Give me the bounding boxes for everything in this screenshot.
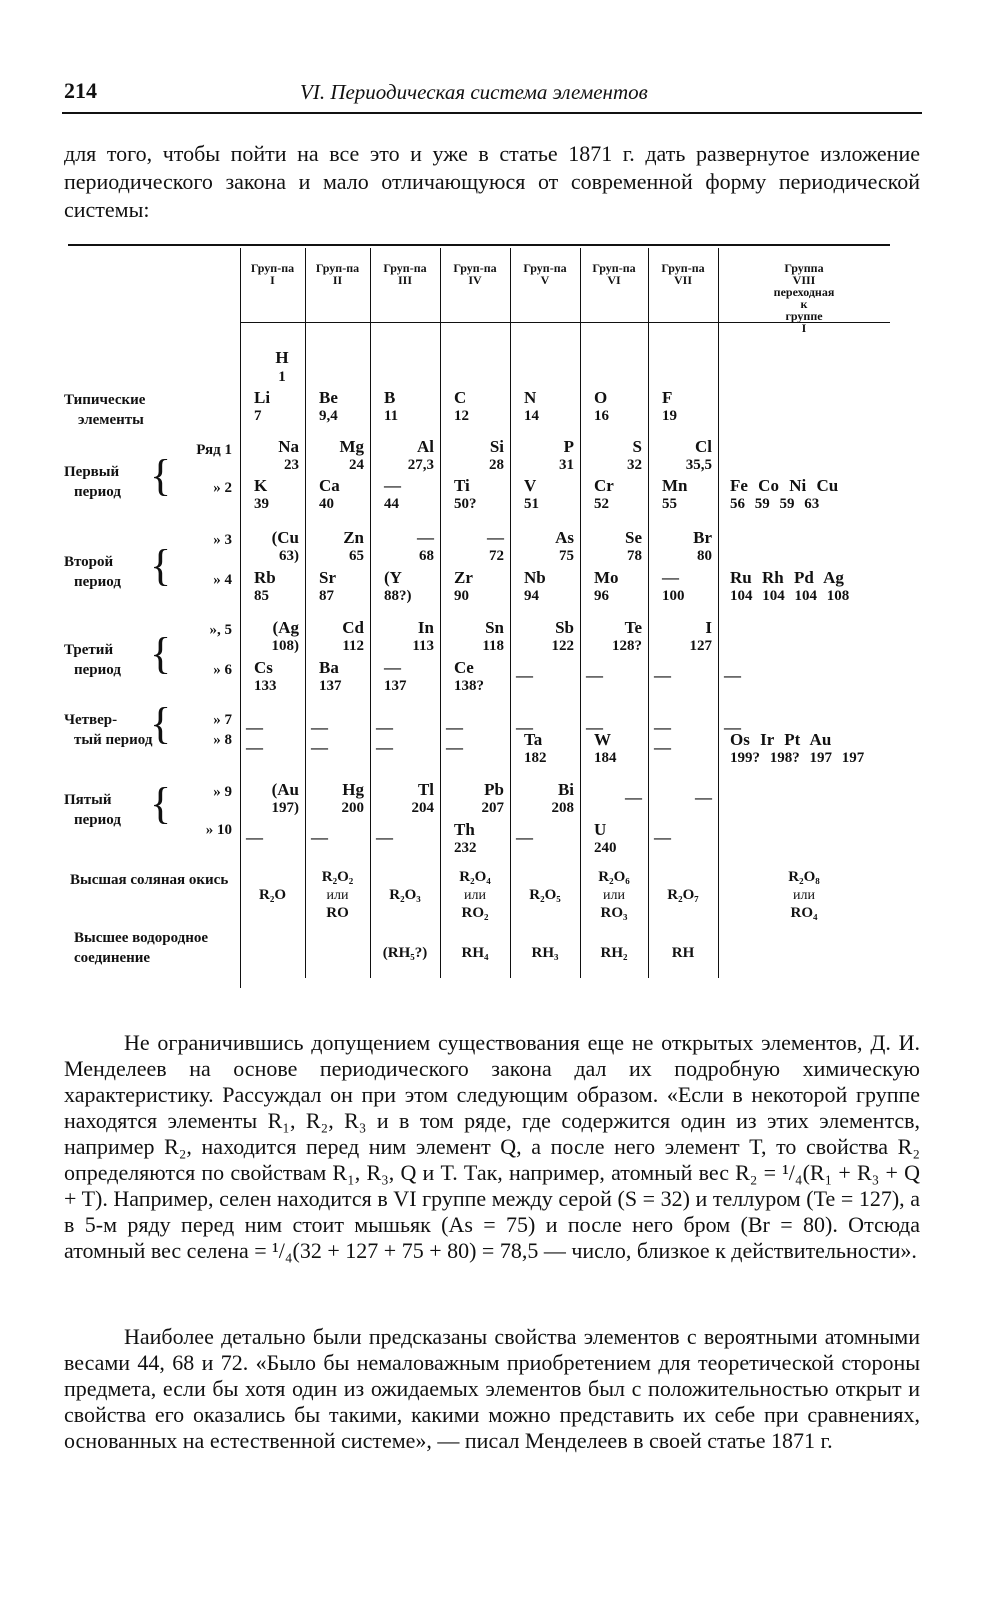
element-symbol: Sb <box>555 618 574 637</box>
element-weight: 127 <box>689 638 712 654</box>
row-label-2: » 2 <box>213 480 232 496</box>
dash-cell: — <box>376 718 393 737</box>
group8-weights: 199? 198? 197 197 <box>730 750 865 766</box>
typical-element: B <box>384 388 396 407</box>
period-label-3: Третий <box>64 642 114 658</box>
element-symbol: Cs <box>254 658 273 677</box>
group8-elements: Fe Co Ni Cu <box>730 476 839 495</box>
element-hydrogen-weight: 1 <box>278 369 286 385</box>
typical-element-weight: 19 <box>662 408 677 424</box>
element-symbol: Mn <box>662 476 688 495</box>
typical-element: O <box>594 388 608 407</box>
element-symbol: Cl <box>695 437 712 456</box>
oxide-formula: R₂O₇ <box>667 887 699 903</box>
oxide-formula: R₂O₂ <box>321 869 354 885</box>
element-weight: 100 <box>662 588 685 604</box>
element-symbol: Mg <box>339 437 364 456</box>
period-label-2-b: период <box>74 574 121 590</box>
dash-cell: — <box>586 718 603 737</box>
element-weight: 28 <box>489 457 504 473</box>
element-symbol: Rb <box>254 568 276 587</box>
element-weight: 184 <box>594 750 617 766</box>
oxide-formula-alt: RO₄ <box>790 905 818 921</box>
period-label-2: Второй <box>64 554 114 570</box>
typical-element: C <box>454 388 467 407</box>
group-header-2: Груп-па II <box>315 261 360 287</box>
row-label-8: » 8 <box>213 732 232 748</box>
element-symbol: Al <box>417 437 434 456</box>
element-weight: 24 <box>349 457 364 473</box>
column-rule <box>510 248 511 978</box>
oxide-formula: R₂O₆ <box>598 869 630 885</box>
group-header-3: Груп-па III <box>383 261 427 287</box>
dash-cell: — <box>311 718 328 737</box>
column-rule <box>240 248 241 988</box>
element-weight: 51 <box>524 496 539 512</box>
group-header-5: Груп-па V <box>523 261 567 287</box>
element-symbol: Se <box>625 528 642 547</box>
element-weight: 72 <box>489 548 504 564</box>
element-symbol: In <box>417 618 434 637</box>
dash-cell: — <box>654 718 671 737</box>
row-label-7: » 7 <box>213 712 232 728</box>
hydride-formula: RH₃ <box>531 945 559 961</box>
period-label-1: Первый <box>64 464 120 480</box>
period-label-5-b: период <box>74 812 121 828</box>
element-weight: 80 <box>697 548 712 564</box>
element-symbol: As <box>555 528 574 547</box>
element-weight: 232 <box>454 840 477 856</box>
typical-element: N <box>524 388 537 407</box>
element-weight: 133 <box>254 678 277 694</box>
element-symbol: U <box>594 820 607 839</box>
typical-element: Be <box>319 388 338 407</box>
element-weight: 23 <box>284 457 299 473</box>
element-symbol: — <box>417 528 434 547</box>
element-symbol: Si <box>489 437 504 456</box>
element-symbol: Ca <box>319 476 340 495</box>
element-weight: 207 <box>481 800 504 816</box>
page-number: 214 <box>64 78 97 103</box>
hydride-formula: RH <box>671 945 695 961</box>
group8-weights: 56 59 59 63 <box>730 496 820 512</box>
element-symbol: P <box>563 437 574 456</box>
typical-element-weight: 14 <box>524 408 539 424</box>
group8-weights: 104 104 104 108 <box>730 588 850 604</box>
element-symbol: Sr <box>319 568 336 587</box>
row-label-6: » 6 <box>213 662 232 678</box>
oxide-formula: R₂O₄ <box>459 869 491 885</box>
element-symbol: — <box>384 658 401 677</box>
element-weight: 39 <box>254 496 269 512</box>
element-weight: 204 <box>411 800 434 816</box>
element-weight: 112 <box>342 638 364 654</box>
element-symbol: Ce <box>454 658 474 677</box>
element-weight: 240 <box>594 840 617 856</box>
oxide-formula-alt: RO <box>326 905 349 921</box>
typical-element-weight: 7 <box>254 408 262 424</box>
hydride-formula: RH₄ <box>461 945 489 961</box>
dash-cell: — <box>246 828 263 847</box>
element-symbol: Cr <box>594 476 614 495</box>
dash-cell: — <box>376 738 393 757</box>
element-symbol: Zn <box>343 528 364 547</box>
dash-cell: — <box>246 718 263 737</box>
typical-element-weight: 12 <box>454 408 469 424</box>
dash-cell: — <box>516 718 533 737</box>
element-symbol: Bi <box>557 780 574 799</box>
group-header-4: Груп-па IV <box>453 261 497 287</box>
oxide-label: Высшая соляная окись <box>70 872 229 888</box>
oxide-formula: R₂O₈ <box>788 869 820 885</box>
element-symbol: Ta <box>524 730 543 749</box>
oxide-formula: R₂O <box>259 887 286 903</box>
element-weight: 200 <box>341 800 364 816</box>
intro-paragraph: для того, чтобы пойти на все это и уже в статье 1871 г. дать развернутое изложение периодического закона и мало отличающуюся от современной форму периодической системы: <box>64 141 920 222</box>
element-weight: 88?) <box>384 588 412 604</box>
row-label-4: » 4 <box>213 572 232 588</box>
dash-cell: — <box>376 828 393 847</box>
brace: { <box>150 629 172 678</box>
dash-cell: — <box>654 666 671 685</box>
dash-cell: — <box>446 738 463 757</box>
element-symbol: (Cu <box>271 528 299 547</box>
element-symbol: Zr <box>454 568 473 587</box>
element-weight: 27,3 <box>407 457 434 473</box>
typical-element: Li <box>254 388 271 407</box>
oxide-or: или <box>793 888 815 903</box>
element-weight: 75 <box>559 548 574 564</box>
running-title: VI. Периодическая система элементов <box>300 80 648 104</box>
hydride-formula: RH₂ <box>600 945 628 961</box>
dash-cell: — <box>516 666 533 685</box>
element-symbol: — <box>384 476 401 495</box>
element-symbol: Th <box>454 820 475 839</box>
typical-element-weight: 16 <box>594 408 609 424</box>
element-weight: 31 <box>559 457 574 473</box>
dash-cell: — <box>724 666 741 685</box>
element-weight: 96 <box>594 588 609 604</box>
typical-label: Типические <box>64 392 146 408</box>
element-symbol: W <box>594 730 611 749</box>
group8-elements: Ru Rh Pd Ag <box>730 568 844 587</box>
element-symbol: V <box>524 476 537 495</box>
group-header-7: Груп-па VII <box>661 261 705 287</box>
element-weight: 122 <box>551 638 574 654</box>
brace: { <box>150 779 172 828</box>
body-paragraph-1: Не ограничившись допущением существования еще не открытых элементов, Д. И. Менделеев на основе периодического закона дал их подробную химическую характеристику. Рассуждал он при этом следующим образом. «Если в некоторой группе находятся элементы R₁, R₂, R₃ и в том ряде, где содержится один из этих элементсв, например R₂, находится перед ним элемент Q, а после него элемент T, то свойства R₂ определяются по свойствам R₁, R₃, Q и T. Так, например, атомный вес R₂ = ¹/₄(R₁ + R₃ + Q + T). Например, селен находится в VI группе между серой (S = 32) и теллуром (Te = 127), а в 5-м ряду перед ним стоит мышьяк (As = 75) и после него бром (Br = 80). Отсюда атомный вес селена = ¹/₄(32 + 127 + 75 + 80) = 78,5 — число, близкое к действительности». <box>64 1030 920 1263</box>
dash-cell: — <box>654 828 671 847</box>
element-symbol: (Au <box>271 780 299 799</box>
element-symbol: Mo <box>594 568 619 587</box>
element-weight: 128? <box>612 638 642 654</box>
element-weight: 137 <box>384 678 407 694</box>
table-top-rule <box>68 244 890 246</box>
oxide-formula: R₂O₃ <box>389 887 421 903</box>
row-label-5: », 5 <box>209 622 232 638</box>
group-header-1: Груп-па I <box>250 261 295 287</box>
row-label-10: » 10 <box>205 822 232 838</box>
element-weight: 118 <box>482 638 504 654</box>
oxide-formula-alt: RO₂ <box>461 905 489 921</box>
element-symbol: (Ag <box>272 618 299 637</box>
hydride-formula: (RH₅?) <box>382 945 428 961</box>
element-weight: 94 <box>524 588 539 604</box>
element-weight: 197) <box>271 800 299 816</box>
period-label-3-b: период <box>74 662 121 678</box>
dash-cell: — <box>246 738 263 757</box>
brace: { <box>150 451 172 500</box>
group-header-6: Груп-па VI <box>592 261 636 287</box>
element-weight: 44 <box>384 496 399 512</box>
element-weight: 40 <box>319 496 334 512</box>
column-rule <box>370 248 371 978</box>
group8-elements: Os Ir Pt Au <box>730 730 832 749</box>
element-symbol: I <box>705 618 712 637</box>
typical-element: F <box>662 388 673 407</box>
element-symbol: Pb <box>484 780 504 799</box>
typical-element-weight: 11 <box>384 408 399 424</box>
period-label-5: Пятый <box>64 792 112 808</box>
element-symbol: — <box>487 528 504 547</box>
dash-cell: — <box>695 788 712 807</box>
element-symbol: — <box>662 568 679 587</box>
row-label-1: Ряд 1 <box>196 442 232 458</box>
element-symbol: Nb <box>524 568 546 587</box>
element-weight: 32 <box>627 457 642 473</box>
dash-cell: — <box>625 788 642 807</box>
element-weight: 208 <box>551 800 574 816</box>
element-symbol: Hg <box>342 780 364 799</box>
element-weight: 85 <box>254 588 269 604</box>
dash-cell: — <box>446 718 463 737</box>
typical-label-2: элементы <box>78 412 144 428</box>
element-symbol: Cd <box>342 618 364 637</box>
element-weight: 137 <box>319 678 342 694</box>
element-weight: 138? <box>454 678 484 694</box>
group-header-8: Группа VIII переходная к группе I <box>773 261 835 335</box>
element-symbol: Ba <box>319 658 339 677</box>
element-weight: 52 <box>594 496 609 512</box>
element-weight: 78 <box>627 548 642 564</box>
element-weight: 55 <box>662 496 677 512</box>
element-weight: 65 <box>349 548 364 564</box>
element-hydrogen: H <box>275 348 289 367</box>
element-symbol: S <box>632 437 642 456</box>
period-label-1-b: период <box>74 484 121 500</box>
element-weight: 50? <box>454 496 477 512</box>
element-symbol: Br <box>693 528 712 547</box>
element-symbol: Ti <box>454 476 470 495</box>
column-rule <box>648 248 649 978</box>
dash-cell: — <box>654 738 671 757</box>
dash-cell: — <box>516 828 533 847</box>
element-weight: 87 <box>319 588 334 604</box>
oxide-formula-alt: RO₃ <box>600 905 628 921</box>
element-weight: 68 <box>419 548 434 564</box>
brace: { <box>150 699 172 748</box>
oxide-or: или <box>603 888 625 903</box>
period-label-4: Четвер- <box>64 712 118 728</box>
dash-cell: — <box>586 666 603 685</box>
element-symbol: Tl <box>417 780 434 799</box>
period-label-4-b: тый период <box>74 732 153 748</box>
body-paragraph-2: Наиболее детально были предсказаны свойства элементов с вероятными атомными весами 44, 68 и 72. «Было бы немаловажным приобретением для теоретической стороны предмета, если бы хотя один из ожидаемых элементов был с положительностью открыт и свойства его оказались бы такими, какими можно представить их себе при сравнениях, основанных на естественной системе», — писал Менделеев в своей статье 1871 г. <box>64 1324 920 1453</box>
row-label-9: » 9 <box>213 784 232 800</box>
oxide-formula: R₂O₅ <box>529 887 561 903</box>
element-symbol: Na <box>278 437 299 456</box>
element-weight: 35,5 <box>685 457 712 473</box>
dash-cell: — <box>724 718 741 737</box>
oxide-or: или <box>464 888 486 903</box>
dash-cell: — <box>311 738 328 757</box>
element-weight: 90 <box>454 588 469 604</box>
element-symbol: Sn <box>485 618 504 637</box>
element-weight: 113 <box>412 638 434 654</box>
hydride-label: Высшее водородное соединение <box>74 930 209 966</box>
oxide-or: или <box>326 888 349 903</box>
element-symbol: K <box>254 476 268 495</box>
element-symbol: (Y <box>384 568 402 587</box>
element-symbol: Te <box>624 618 642 637</box>
dash-cell: — <box>311 828 328 847</box>
element-weight: 63) <box>279 548 299 564</box>
typical-element-weight: 9,4 <box>319 408 338 424</box>
brace: { <box>150 541 172 590</box>
element-weight: 182 <box>524 750 547 766</box>
element-weight: 108) <box>271 638 299 654</box>
row-label-3: » 3 <box>213 532 232 548</box>
